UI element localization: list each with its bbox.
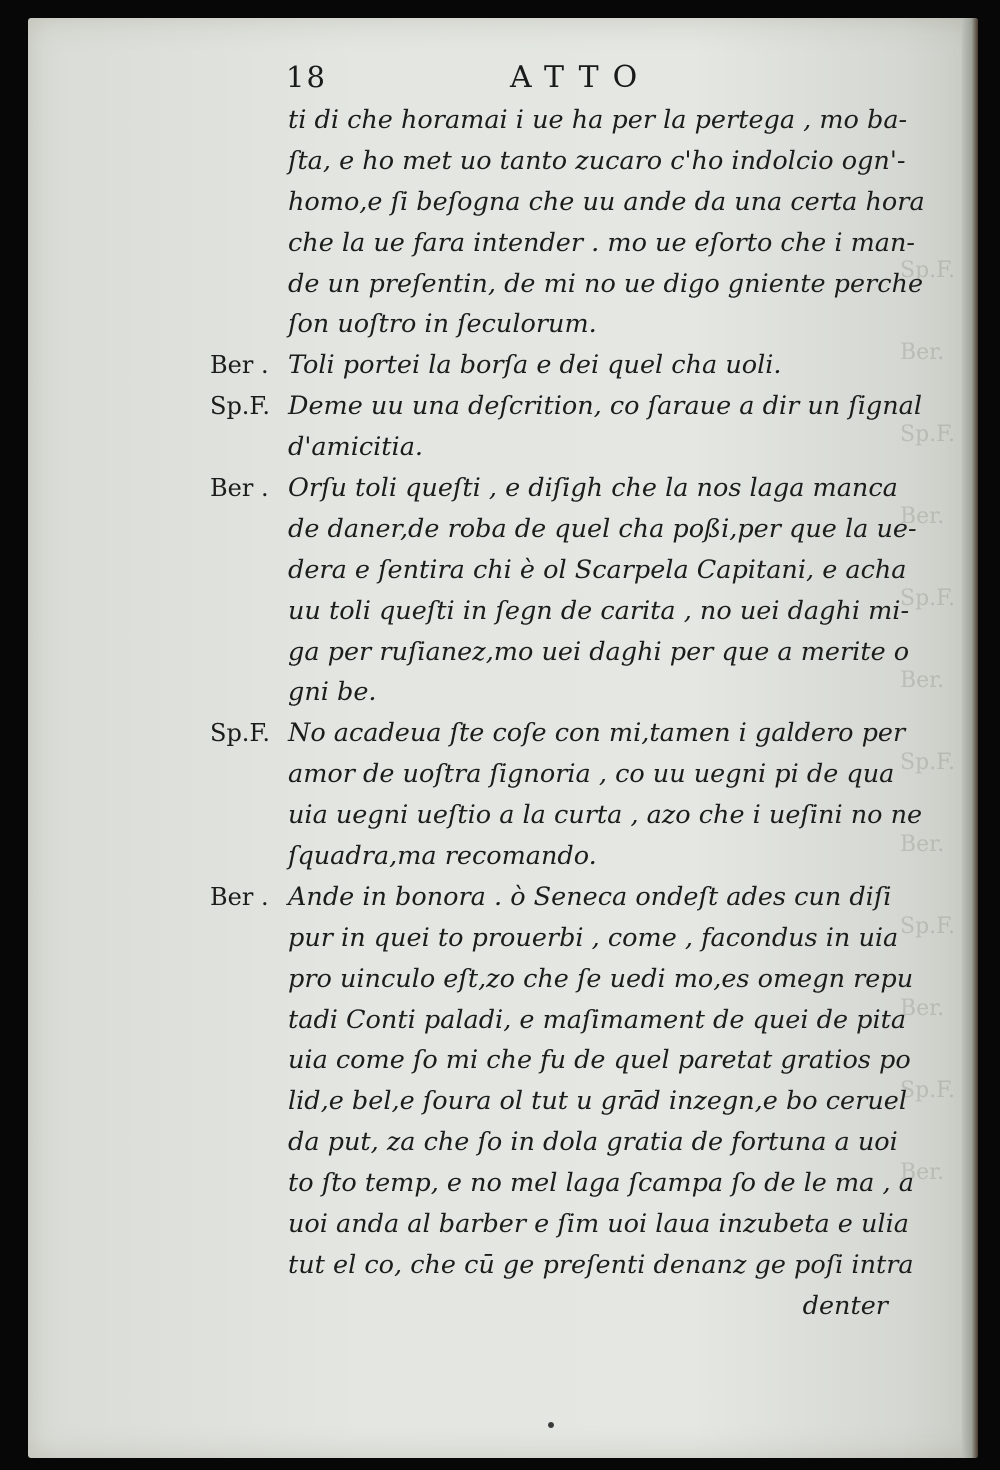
- line-text: che la ue fara intender . mo ue eſorto che i man-: [288, 227, 916, 258]
- text-line: [210, 550, 910, 591]
- text-line: [210, 1122, 910, 1163]
- text-line: [210, 141, 910, 182]
- line-text: uia uegni ueſtio a la curta , azo che i ueſini no ne: [288, 800, 923, 831]
- text-line: [210, 591, 910, 632]
- line-text: amor de uoſtra ſignoria , co uu uegni pi de qua: [288, 759, 895, 790]
- text-line: [210, 182, 925, 223]
- ink-speck: [548, 1422, 554, 1428]
- speaker-label: Ber .: [210, 474, 269, 503]
- line-text: homo,e ſi beſogna che uu ande da una certa hora: [288, 186, 925, 217]
- text-line: [210, 427, 910, 468]
- line-text: da put, za che ſo in dola gratia de fortuna a uoi: [288, 1127, 898, 1158]
- line-text: uoi anda al barber e ſim uoi laua inzubeta e ulia: [288, 1209, 909, 1240]
- text-line: [210, 1081, 910, 1122]
- line-text: d'amicitia.: [288, 432, 424, 463]
- line-text: ſta, e ho met uo tanto zucaro c'ho indolcio ogn'-: [288, 145, 906, 176]
- text-line: [210, 386, 923, 427]
- text-line: [210, 304, 910, 345]
- show-through-bleed: Sp.F. Ber. Sp.F. Ber. Sp.F. Ber. Sp.F. Ber. Sp.F. Ber. Sp.F. Ber.: [900, 258, 955, 1185]
- line-text: uia come ſo mi che fu de quel paretat gratios po: [288, 1045, 911, 1076]
- speaker-label: Ber .: [210, 351, 269, 380]
- line-text: ti di che horamai i ue ha per la pertega , mo ba-: [288, 105, 908, 135]
- text-line: [210, 795, 923, 836]
- line-text: dera e ſentira chi è ol Scarpela Capitani, e acha: [288, 554, 907, 585]
- text-line: [210, 1245, 914, 1286]
- dialogue-text: [210, 100, 925, 1327]
- page-edge: [962, 18, 978, 1458]
- text-line: [210, 1000, 910, 1041]
- catchword: denter: [802, 1290, 888, 1321]
- line-text: Deme uu una deſcrition, co ſaraue a dir un ſignal: [288, 391, 923, 422]
- speaker-label: Sp.F.: [210, 392, 270, 421]
- text-line: [210, 877, 910, 918]
- line-text: uu toli queſti in ſegn de carita , no uei daghi mi-: [288, 595, 910, 626]
- line-text: pro uinculo eſt,zo che ſe uedi mo,es omegn repu: [288, 963, 914, 994]
- line-text: ſquadra,ma recomando.: [288, 841, 597, 872]
- text-line: [210, 672, 910, 713]
- text-line: [210, 1040, 910, 1081]
- text-line: [210, 836, 910, 877]
- line-text: Orſu toli queſti , e diſigh che la nos laga manca: [288, 473, 898, 504]
- line-text: Ande in bonora . ò Seneca ondeſt ades cun diſi: [288, 881, 892, 912]
- text-line: [210, 264, 924, 305]
- speaker-label: Ber .: [210, 882, 269, 911]
- line-text: pur in quei to prouerbi , come , facondus in uia: [288, 922, 899, 953]
- line-text: tadi Conti paladi, e maſimament de quei de pita: [288, 1004, 907, 1035]
- text-line: [210, 918, 910, 959]
- text-line: [210, 713, 910, 754]
- text-line: [210, 468, 910, 509]
- line-text: No acadeua ſte coſe con mi,tamen i galdero per: [288, 718, 906, 749]
- line-text: gni be.: [288, 677, 377, 708]
- catchword-line: [210, 1286, 910, 1327]
- speaker-label: Sp.F.: [210, 719, 270, 748]
- text-line: [210, 345, 910, 386]
- line-text: Toli portei la borſa e dei quel cha uoli.: [288, 350, 782, 381]
- page-number: 18: [286, 60, 327, 94]
- line-text: lid,e bel,e ſoura ol tut u grād inzegn,e bo ceruel: [288, 1086, 907, 1117]
- text-line: [210, 509, 917, 550]
- text-line: [210, 632, 910, 673]
- text-line: [210, 754, 910, 795]
- line-text: ſon uoſtro in ſeculorum.: [288, 309, 597, 340]
- line-text: to ſto temp, e no mel laga ſcampa ſo de le ma , a: [288, 1168, 914, 1199]
- text-line: [210, 1163, 914, 1204]
- line-text: de un preſentin, de mi no ue digo gniente perche: [288, 268, 924, 299]
- line-text: de daner,de roba de quel cha poßi,per que la ue-: [288, 513, 917, 544]
- text-line: [210, 100, 910, 141]
- running-title: ATTO: [510, 60, 652, 95]
- line-text: ga per ruſianez,mo uei daghi per que a merite o: [288, 636, 910, 667]
- line-text: tut el co, che cū ge preſenti denanz ge poſi intra: [288, 1249, 914, 1280]
- text-line: [210, 1204, 910, 1245]
- text-line: [210, 959, 914, 1000]
- text-line: [210, 223, 916, 264]
